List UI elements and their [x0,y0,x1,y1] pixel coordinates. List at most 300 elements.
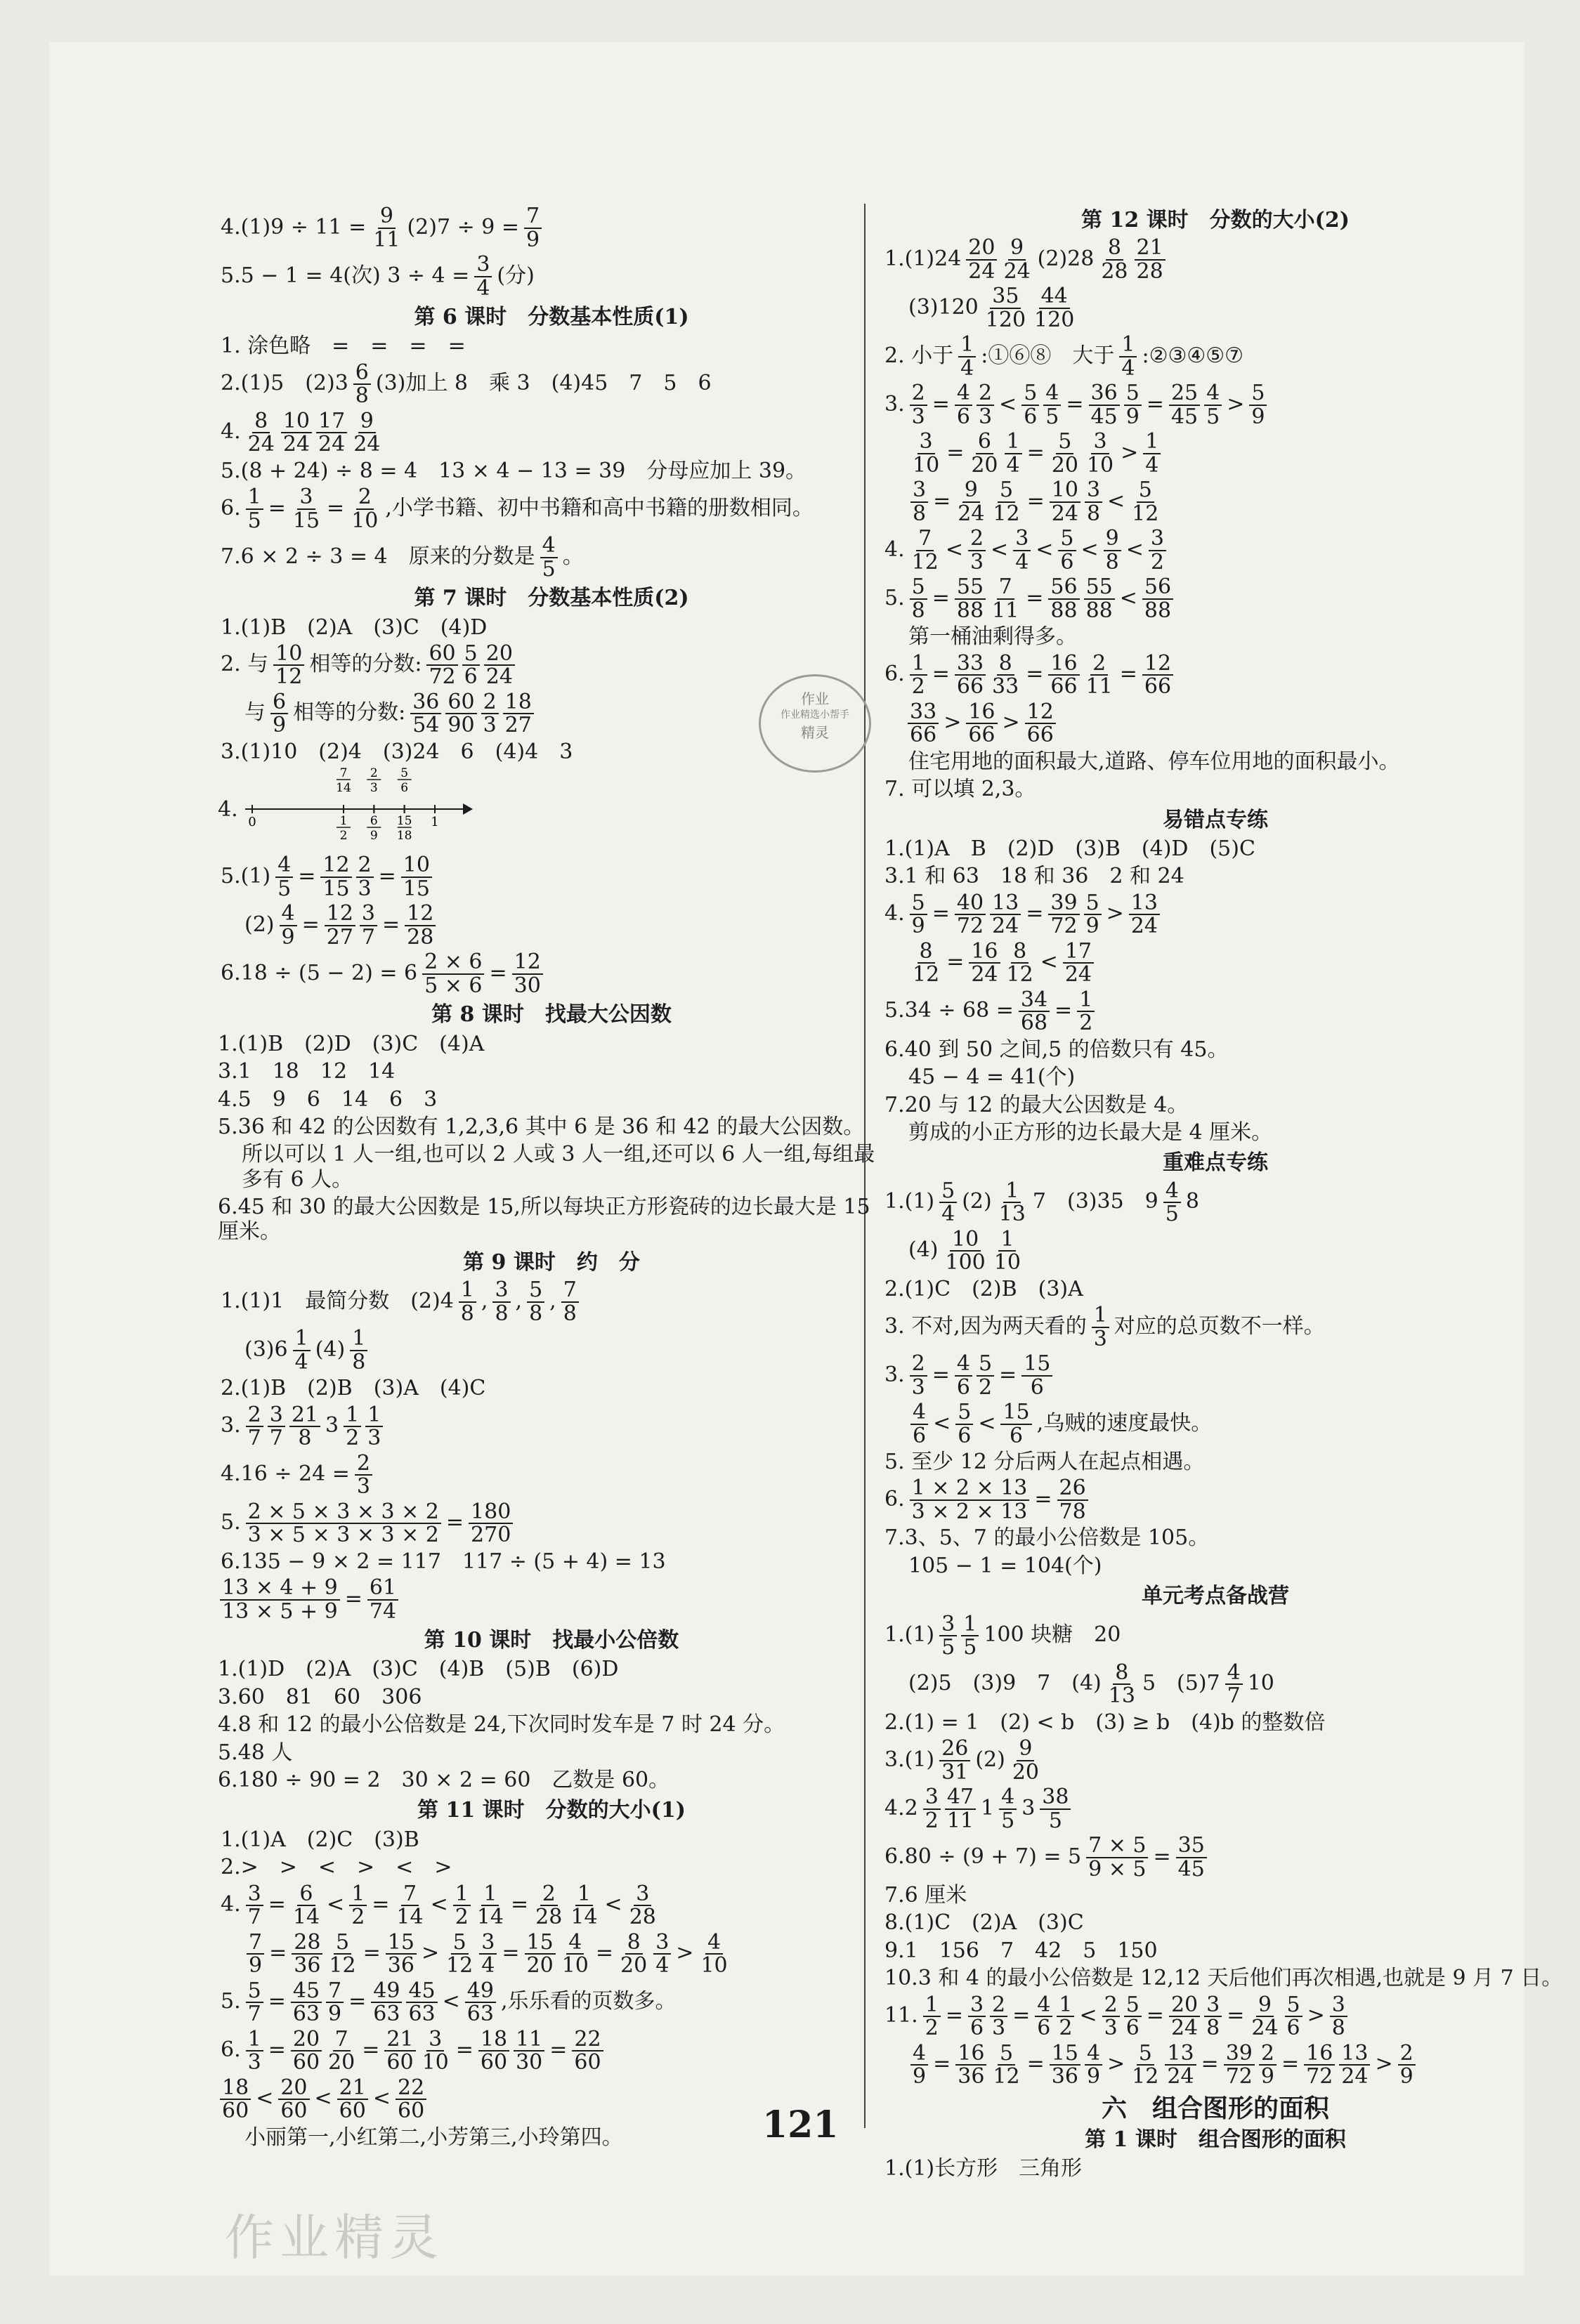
denominator: 6 [913,1423,927,1448]
answer-text: = [489,960,507,985]
denominator: 20 [526,1953,554,1978]
left-column [218,204,885,2151]
numerator: 7 [561,1279,579,1303]
fraction [990,1994,1007,2040]
fraction [923,1786,941,1832]
fraction [246,410,277,456]
fraction [1142,652,1173,698]
section-heading: 第 8 课时 找最大公因数 [431,1002,672,1028]
denominator: 28 [1101,258,1128,284]
fraction [355,1452,372,1498]
answer-text: 5. [221,1989,241,2014]
answer-text: 105 − 1 = 104(个) [908,1553,1102,1578]
answer-text: = [1227,2003,1245,2028]
denominator: 12 [993,501,1020,526]
fraction [503,691,534,737]
fraction [990,576,1021,622]
denominator: 14 [292,1905,320,1930]
numerator: 9 [1008,237,1026,261]
fraction [1032,285,1076,331]
answer-line: 1.(1)B (2)D (3)C (4)A [218,1031,485,1056]
answer-line: 1.(1)D (2)A (3)C (4)B (5)B (6)D [218,1657,619,1682]
svg-text:6: 6 [400,781,408,796]
answer-line [882,1036,1549,1063]
answer-line [218,1374,885,1402]
answer-text: 6. [221,2037,241,2063]
answer-text: 1.(1) [884,1622,935,1648]
fraction [247,1931,264,1977]
numerator: 5 [1056,431,1073,454]
fraction [939,1180,957,1226]
answer-text: 4.16 ÷ 24 = [221,1462,350,1487]
answer-text: 2. 小于 [884,343,954,368]
numerator: 10 [1050,479,1080,503]
fraction [1106,1662,1137,1707]
denominator: 74 [369,1598,397,1624]
denominator: 45 [1177,1856,1205,1882]
numerator: 16 [1048,652,1079,676]
answer-line: 5.36 和 42 的公因数有 1,2,3,6 其中 6 是 36 和 42 的最大公因数。 [218,1114,865,1139]
answer-text: 5.5 − 1 = 4(次) 3 ÷ 4 = [221,263,470,288]
denominator: 5 [542,556,556,582]
numerator: 7 [916,527,934,551]
fraction [275,854,293,900]
numerator: 7 [524,205,542,229]
numerator: 16 [966,701,997,725]
answer-text: > [676,1941,694,1966]
answer-text: (2)5 (3)9 7 (4) [908,1671,1102,1696]
numerator: 5 [910,576,927,600]
denominator: 8 [1105,549,1119,575]
denominator: 9 [281,924,295,950]
answer-line [882,1736,1549,1785]
numerator: 8 [997,652,1014,676]
fraction [406,1980,437,2026]
fraction [353,362,371,407]
numerator: 9 [1017,1738,1034,1761]
answer-text: = [298,863,316,888]
numerator: 5 [955,1401,973,1425]
fraction [1077,989,1095,1035]
numerator: 3 [1149,527,1166,551]
numerator: 3 [479,1931,497,1955]
denominator: 120 [985,307,1026,332]
numerator: 4 [910,2042,928,2066]
fraction [291,1980,322,2026]
numerator: 56 [1142,576,1173,600]
fraction [991,479,1021,525]
answer-text: :①⑥⑧ 大于 [981,343,1115,368]
denominator: 5 [1165,1202,1179,1227]
answer-text: 剪成的小正方形的边长最大是 4 厘米。 [908,1120,1273,1145]
denominator: 3 [367,1426,381,1451]
numerator: 5 [1124,382,1142,406]
denominator: 9 [328,2002,342,2027]
fraction [1050,431,1080,476]
answer-text: = [945,2003,963,2028]
answer-text: < [999,391,1017,416]
answer-line [882,1833,1549,1882]
denominator: 3 [358,876,372,901]
fraction [492,1279,510,1325]
denominator: 3 [992,2016,1006,2041]
denominator: 8 [495,1301,509,1326]
denominator: 10 [422,2050,449,2075]
answer-line [218,1882,885,1930]
numerator: 7 × 5 [1086,1834,1148,1858]
answer-line: 3.1 18 12 14 [218,1059,396,1084]
numerator: 28 [292,1931,322,1955]
denominator: 28 [629,1905,656,1930]
fraction [278,2077,309,2122]
denominator: 14 [570,1905,598,1930]
denominator: 9 [249,1953,263,1978]
denominator: 5 [247,508,261,533]
answer-text: > [421,1941,440,1966]
fraction [910,2042,928,2088]
fraction [910,940,941,986]
fraction [220,2077,251,2122]
answer-text: 45 − 4 = 41(个) [908,1065,1076,1090]
svg-text:5: 5 [400,767,408,781]
answer-line [882,623,1549,650]
answer-text: 1.(1)A (2)C (3)B [221,1827,419,1852]
denominator: 60 [397,2099,425,2124]
answer-line [218,409,885,457]
homework-stamp [759,674,871,773]
numerator: 8 [918,940,935,964]
numerator: 10 [281,410,312,434]
numerator: 4 [1035,1994,1052,2018]
numerator: 3 [1091,431,1109,454]
fraction [270,691,288,737]
answer-text: > [1307,2003,1325,2028]
number-line-fraction [396,814,412,843]
number-line [238,767,477,851]
answer-text: = [946,440,965,465]
answer-line [882,1552,1549,1580]
numerator: 35 [1176,1834,1207,1858]
answer-text: = [363,1941,381,1966]
fraction [444,1931,475,1977]
numerator: 3 [653,1931,671,1955]
answer-text: < [430,1892,448,1917]
answer-line [882,1091,1549,1119]
answer-text: 6.80 ÷ (9 + 7) = 5 [884,1844,1082,1869]
answer-text: 6. [221,495,241,520]
numerator: 5 [246,1980,263,2004]
fraction [481,691,499,737]
numerator: 7 [997,576,1014,600]
fraction [371,205,402,251]
denominator: 9 [1260,2064,1274,2089]
fraction [320,854,351,900]
answer-text: = [1026,2051,1045,2077]
denominator: 63 [466,2002,494,2027]
denominator: 2 [455,1905,469,1930]
numerator: 5 [1137,479,1154,503]
numerator: 35 [990,285,1021,309]
answer-line [882,651,1549,700]
numerator: 8 [1011,940,1029,964]
numerator: 1 [246,486,263,510]
fraction [910,382,927,428]
numerator: 9 [1104,527,1121,551]
numerator: 22 [396,2077,426,2101]
numerator: 5 [462,643,480,667]
denominator: 5 [1206,404,1220,429]
denominator: 11 [373,227,400,252]
denominator: 7 [247,2002,261,2027]
fraction [910,892,927,938]
numerator: 6 [353,362,371,386]
numerator: 3 [268,1404,285,1428]
answer-text: = [1055,998,1073,1023]
numerator: 5 [1249,382,1267,406]
answer-line [882,284,1549,332]
answer-text: 5.34 ÷ 68 = [884,998,1014,1023]
denominator: 24 [282,432,310,457]
watermark: 作业精灵 [225,2209,444,2266]
answer-text: 2.(1)5 (2)3 [221,371,348,396]
answer-text: = [1026,662,1044,687]
fraction [1048,892,1079,938]
numerator: 39 [1224,2042,1255,2066]
fraction [246,1404,263,1450]
answer-text: 4. [884,901,905,926]
fraction [1124,1994,1142,2040]
numerator: 4 [1225,1662,1243,1686]
numerator: 3 [246,1883,263,1907]
denominator: 11 [992,598,1019,623]
answer-text: < [978,1410,996,1436]
answer-text: < [1107,488,1125,513]
denominator: 12 [913,962,940,987]
numerator: 180 [469,1501,513,1525]
answer-text: = [932,901,950,926]
answer-line [882,1612,1549,1660]
fraction [246,2028,263,2074]
answer-line [218,853,885,901]
answer-line [882,332,1549,381]
numerator: 3 [360,902,377,926]
numerator: 2 [1259,2042,1277,2066]
numerator: 4 [1085,2042,1102,2066]
denominator: 2 [911,674,925,700]
answer-text: 1.(1)B (2)A (3)C (4)D [221,615,488,640]
denominator: 7 [247,1905,261,1930]
denominator: 24 [992,914,1019,939]
numerator: 15 [1050,2042,1080,2066]
answer-line [882,1179,1549,1227]
fraction [968,1994,986,2040]
numerator: 1 [961,1613,979,1637]
denominator: 8 [355,383,369,409]
fraction [910,431,941,476]
denominator: 6 [1125,2016,1140,2041]
denominator: 6 [958,1423,972,1448]
fraction [990,652,1021,698]
answer-text: 8 [1185,1189,1199,1214]
denominator: 7 [1227,1683,1241,1709]
answer-line: 6.45 和 30 的最大公因数是 15,所以每块正方形瓷砖的边长最大是 15 厘米。 [218,1195,870,1245]
numerator: 4 [540,534,558,558]
fraction [966,237,997,282]
fraction [327,1931,358,1977]
denominator: 60 [339,2099,366,2124]
denominator: 3 [911,1374,925,1400]
denominator: 27 [326,924,353,950]
numerator: 1 × 2 × 13 [910,1477,1030,1501]
answer-text: = [1034,1486,1052,1511]
fraction [1225,1662,1243,1707]
answer-line [218,204,885,252]
numerator: 4 [999,1786,1017,1810]
numerator: 3 [1330,1994,1347,2018]
denominator: 20 [620,1953,648,1978]
denominator: 15 [403,876,430,901]
numerator: 2 [1102,1994,1120,2018]
number-line-fraction [367,767,381,795]
denominator: 60 [280,2099,308,2124]
answer-text: > [1106,901,1124,926]
numerator: 55 [955,576,986,600]
numerator: 9 [358,410,376,434]
numerator: 60 [426,643,457,667]
answer-text: < [372,2086,391,2111]
answer-text: 2.(1)C (2)B (3)A [884,1276,1083,1301]
fraction [1124,382,1142,428]
section-heading: 第 11 课时 分数的大小(1) [417,1798,686,1823]
answer-line [218,614,885,641]
denominator: 6 [956,404,970,429]
answer-line [218,1853,885,1881]
answer-line [882,478,1549,526]
fraction [1129,892,1160,938]
fraction [1013,527,1031,573]
denominator: 5 [278,876,292,901]
fraction [944,1228,988,1274]
numerator: 44 [1039,285,1070,309]
section-heading: 第 12 课时 分数的大小(2) [1081,208,1350,232]
denominator: 8 [298,1426,312,1451]
fraction [445,691,476,737]
denominator: 8 [352,1349,366,1374]
answer-line [218,360,885,409]
number-line-fraction [337,814,351,843]
section-heading: 第 9 课时 约 分 [463,1249,640,1275]
answer-text: 7. 可以填 2,3。 [884,777,1036,802]
svg-text:14: 14 [335,781,351,796]
answer-text: 3. [884,1362,905,1387]
number-line-tick-label: 1 [430,815,439,830]
answer-text: = [511,1892,529,1917]
answer-line [882,891,1549,939]
svg-text:7: 7 [339,767,348,781]
denominator: 2 [978,1374,993,1400]
fraction [426,643,457,688]
numerator: 16 [969,940,1000,964]
fraction [356,854,374,900]
answer-text: 6. [884,662,905,687]
numerator: 4 [955,382,972,406]
fraction [923,1994,941,2040]
answer-text: 4. [218,796,238,822]
fraction [367,1577,398,1622]
answer-text: 9.1 156 7 42 5 150 [884,1938,1158,1963]
denominator: 13 [998,1202,1026,1227]
fraction [969,940,1000,986]
denominator: 9 [911,914,925,939]
answer-text: < [1079,2003,1097,2028]
numerator: 4 [955,1353,972,1377]
stamp-line: 作业精选小帮手 [781,709,849,721]
answer-text: = [1146,391,1164,416]
answer-text: = [1066,391,1084,416]
fraction [1249,1994,1280,2040]
fraction [939,1613,957,1659]
answer-text [884,1411,906,1436]
denominator: 3 × 2 × 13 [911,1499,1028,1524]
denominator: 24 [1341,2064,1369,2089]
fraction [1057,1477,1088,1523]
denominator: 4 [476,275,490,301]
numerator: 21 [337,2077,368,2101]
fraction [945,1786,976,1832]
fraction [1058,527,1076,573]
numerator: 49 [465,1980,496,2004]
numerator: 4 [275,854,293,878]
fraction [568,1883,599,1929]
fraction [459,1279,476,1325]
fraction [410,691,441,737]
fraction [560,1931,591,1977]
answer-line [218,457,885,485]
numerator: 60 [445,691,476,715]
fraction [991,2042,1021,2088]
fraction [365,1404,383,1450]
fraction [939,1738,970,1783]
answer-text: 。 [562,544,584,569]
answer-text [884,950,906,974]
answer-line [882,1448,1549,1476]
answer-line [882,381,1549,429]
answer-text: (4) [908,1238,939,1263]
numerator: 7 [401,1883,419,1907]
denominator: 11 [946,1808,974,1833]
answer-line: 4.8 和 12 的最小公倍数是 24,下次同时发车是 7 时 24 分。 [218,1712,785,1738]
numerator: 13 [1165,2042,1196,2066]
fraction [1035,1994,1052,2040]
answer-text: < [604,1892,622,1917]
answer-text: 4. [221,1892,241,1917]
denominator: 12 [911,549,939,575]
denominator: 66 [956,674,984,700]
answer-line [882,1909,1549,1936]
numerator: 2 [1398,2042,1416,2066]
denominator: 3 × 5 × 3 × 3 × 2 [247,1523,439,1548]
fraction [1092,1304,1109,1350]
numerator: 15 [1021,1353,1052,1377]
answer-text: 1.(1)24 [884,246,962,271]
answer-line [882,987,1549,1036]
numerator: 33 [908,701,939,725]
denominator: 9 [273,713,287,738]
numerator: 13 [990,892,1021,916]
answer-line [218,332,885,360]
fraction [533,1883,564,1929]
denominator: 4 [960,355,974,381]
